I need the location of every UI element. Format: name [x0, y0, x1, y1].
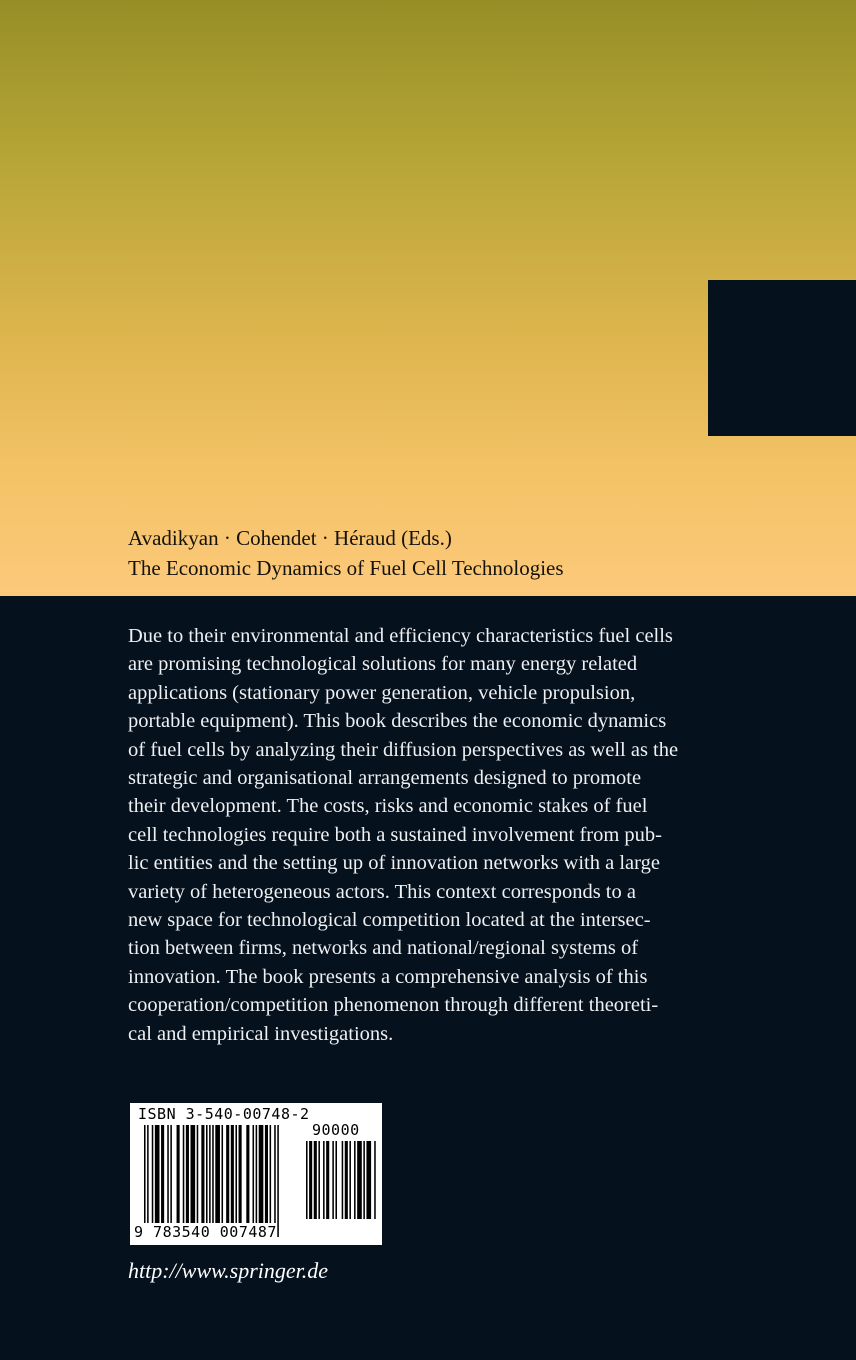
- addon-barcode-bars: [306, 1141, 376, 1227]
- description-line: their development. The costs, risks and economic stakes of fuel: [128, 795, 648, 818]
- barcode-bar: [177, 1125, 180, 1229]
- barcode-bar: [345, 1141, 348, 1219]
- book-title: The Economic Dynamics of Fuel Cell Technologies: [128, 556, 564, 580]
- barcode-bar: [222, 1125, 224, 1229]
- barcode-bar: [144, 1125, 146, 1237]
- barcode-bar: [183, 1125, 185, 1229]
- barcode-bar: [239, 1125, 242, 1229]
- barcode-bar: [323, 1141, 325, 1219]
- dark-accent-block: [708, 280, 856, 436]
- barcode-bar: [326, 1141, 329, 1219]
- barcode-bar: [212, 1125, 214, 1237]
- barcode-bar: [161, 1125, 164, 1229]
- barcode-bar: [332, 1141, 334, 1219]
- barcode-bar: [231, 1125, 234, 1229]
- description-line: Due to their environmental and efficiency characteristics fuel cells: [128, 625, 673, 647]
- barcode-bar: [206, 1125, 208, 1229]
- publisher-url[interactable]: http://www.springer.de: [128, 1258, 329, 1283]
- barcode-bar: [366, 1141, 371, 1219]
- barcode-bar: [314, 1141, 317, 1219]
- barcode-bar: [265, 1125, 268, 1229]
- barcode-bar: [155, 1125, 160, 1229]
- barcode-bar: [170, 1125, 172, 1229]
- description-line: lic entities and the setting up of innovation networks with a large: [128, 852, 660, 875]
- barcode-bar: [318, 1141, 320, 1219]
- barcode-bar: [215, 1125, 220, 1229]
- description-line: are promising technological solutions for many energy related: [128, 653, 638, 676]
- barcode-bar: [306, 1141, 308, 1219]
- barcode-bar: [374, 1141, 376, 1219]
- description-line: variety of heterogeneous actors. This context corresponds to a: [128, 880, 636, 903]
- authors: Avadikyan · Cohendet · Héraud (Eds.): [128, 526, 452, 550]
- barcode-bar: [186, 1125, 189, 1229]
- description-line: applications (stationary power generation, vehicle propulsion,: [128, 681, 636, 704]
- barcode-bar: [191, 1125, 196, 1229]
- description-line: cal and empirical investigations.: [128, 1022, 394, 1045]
- barcode-bar: [235, 1125, 237, 1229]
- description-line: strategic and organisational arrangements designed to promote: [128, 767, 642, 790]
- isbn-barcode: [130, 1103, 382, 1245]
- barcode-bar: [201, 1125, 204, 1229]
- barcode-bar: [209, 1125, 211, 1237]
- barcode-bar: [253, 1125, 255, 1229]
- description-line: cooperation/competition phenomenon through different theoreti-: [128, 994, 659, 1017]
- barcode-bar: [274, 1125, 276, 1237]
- barcode-bar: [256, 1125, 258, 1229]
- description-line: portable equipment). This book describes the economic dynamics: [128, 710, 667, 733]
- description-line: new space for technological competition located at the intersec-: [128, 909, 651, 932]
- barcode-bars: [144, 1125, 304, 1237]
- book-description: [128, 622, 748, 1048]
- barcode-bar: [246, 1125, 249, 1229]
- barcode-bar: [226, 1125, 229, 1229]
- isbn-number: ISBN 3-540-00748-2: [138, 1105, 310, 1123]
- barcode-bar: [197, 1125, 199, 1229]
- description-line: of fuel cells by analyzing their diffusion perspectives as well as the: [128, 738, 679, 761]
- barcode-bar: [270, 1125, 272, 1229]
- price-code: 90000: [312, 1121, 360, 1139]
- barcode-bar: [354, 1141, 356, 1219]
- description-line: tion between firms, networks and national/regional systems of: [128, 937, 639, 960]
- barcode-bar: [335, 1141, 337, 1219]
- barcode-bar: [309, 1141, 312, 1219]
- barcode-bar: [167, 1125, 169, 1229]
- barcode-bar: [363, 1141, 365, 1219]
- barcode-bar: [259, 1125, 264, 1229]
- barcode-bar: [147, 1125, 149, 1237]
- description-line: innovation. The book presents a comprehensive analysis of this: [128, 965, 648, 988]
- barcode-bar: [357, 1141, 362, 1219]
- barcode-bar: [277, 1125, 279, 1237]
- barcode-bar: [152, 1125, 154, 1229]
- ean-number: 9 783540 007487: [134, 1223, 277, 1241]
- barcode-bar: [349, 1141, 351, 1219]
- description-line: cell technologies require both a sustained involvement from pub-: [128, 823, 662, 846]
- barcode-bar: [342, 1141, 344, 1219]
